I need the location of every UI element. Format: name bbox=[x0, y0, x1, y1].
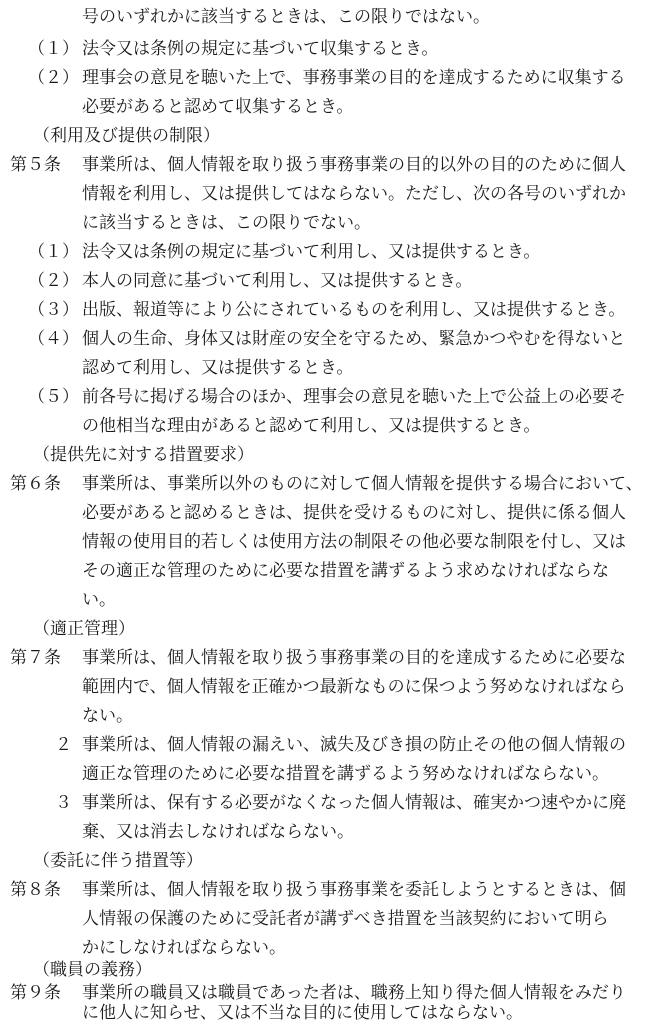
item-text: 本人の同意に基づいて利用し、又は提供するとき。 bbox=[82, 271, 473, 291]
article-text: 情報を利用し、又は提供してはならない。ただし、次の各号のいずれか bbox=[82, 184, 626, 204]
article-text: かにしなければならない。 bbox=[82, 938, 286, 958]
item-text: 必要があると認めて収集するとき。 bbox=[82, 97, 354, 117]
article-heading: （委託に伴う措置等） bbox=[33, 851, 203, 871]
item-number: （４） bbox=[28, 329, 79, 349]
item-number: （２） bbox=[28, 68, 79, 88]
article-text: 事業所は、個人情報を取り扱う事務事業の目的以外の目的のために個人 bbox=[82, 155, 626, 175]
item-text: 個人の生命、身体又は財産の安全を守るため、緊急かつやむを得ないと bbox=[82, 329, 626, 349]
article-text: 事業所は、事業所以外のものに対して個人情報を提供する場合において、 bbox=[82, 474, 643, 494]
item-text: 出版、報道等により公にされているものを利用し、又は提供するとき。 bbox=[82, 300, 626, 320]
article-label: 第７条 bbox=[10, 648, 61, 668]
article-heading: （提供先に対する措置要求） bbox=[33, 445, 254, 465]
continuation-line: 号のいずれかに該当するときは、この限りではない。 bbox=[82, 7, 490, 27]
item-number: （２） bbox=[28, 271, 79, 291]
item-number: （３） bbox=[28, 300, 79, 320]
article-text: 事業所は、個人情報を取り扱う事務事業の目的を達成するために必要な bbox=[82, 648, 626, 668]
paragraph-text: 事業所は、保有する必要がなくなった個人情報は、確実かつ速やかに廃 bbox=[82, 793, 626, 813]
article-text: 必要があると認めるときは、提供を受けるものに対し、提供に係る個人 bbox=[82, 503, 626, 523]
article-heading: （利用及び提供の制限） bbox=[33, 126, 220, 146]
paragraph-text: 棄、又は消去しなければならない。 bbox=[82, 822, 354, 842]
article-text: い。 bbox=[82, 590, 116, 610]
article-text: 事業所の職員又は職員であった者は、職務上知り得た個人情報をみだり bbox=[82, 983, 626, 1003]
article-label: 第８条 bbox=[10, 880, 61, 900]
article-text: その適正な管理のために必要な措置を講ずるよう求めなければならな bbox=[82, 561, 609, 581]
item-text: 前各号に掲げる場合のほか、理事会の意見を聴いた上で公益上の必要そ bbox=[82, 387, 626, 407]
paragraph-number: ２ bbox=[55, 735, 72, 755]
paragraph-number: ３ bbox=[55, 793, 72, 813]
article-label: 第５条 bbox=[10, 155, 61, 175]
item-text: 法令又は条例の規定に基づいて収集するとき。 bbox=[82, 39, 439, 59]
item-number: （１） bbox=[28, 242, 79, 262]
article-text: 情報の使用目的若しくは使用方法の制限その他必要な制限を付し、又は bbox=[82, 532, 626, 552]
article-text: に該当するときは、この限りでない。 bbox=[82, 213, 371, 233]
paragraph-text: 適正な管理のために必要な措置を講ずるよう努めなければならない。 bbox=[82, 764, 609, 784]
article-heading: （適正管理） bbox=[33, 619, 135, 639]
item-number: （１） bbox=[28, 39, 79, 59]
article-heading: （職員の義務） bbox=[33, 960, 152, 980]
item-text: 理事会の意見を聴いた上で、事務事業の目的を達成するために収集する bbox=[82, 68, 626, 88]
item-text: の他相当な理由があると認めて利用し、又は提供するとき。 bbox=[82, 416, 541, 436]
article-label: 第６条 bbox=[10, 474, 61, 494]
item-text: 法令又は条例の規定に基づいて利用し、又は提供するとき。 bbox=[82, 242, 541, 262]
item-number: （５） bbox=[28, 387, 79, 407]
article-text: 範囲内で、個人情報を正確かつ最新なものに保つよう努めなければなら bbox=[82, 677, 626, 697]
article-text: に他人に知らせ、又は不当な目的に使用してはならない。 bbox=[82, 1003, 523, 1023]
item-text: 認めて利用し、又は提供するとき。 bbox=[82, 358, 354, 378]
paragraph-text: 事業所は、個人情報の漏えい、滅失及びき損の防止その他の個人情報の bbox=[82, 735, 626, 755]
article-text: 人情報の保護のために受託者が講ずべき措置を当該契約において明ら bbox=[82, 909, 609, 929]
article-label: 第９条 bbox=[10, 983, 61, 1003]
article-text: ない。 bbox=[82, 706, 133, 726]
article-text: 事業所は、個人情報を取り扱う事務事業を委託しようとするときは、個 bbox=[82, 880, 626, 900]
